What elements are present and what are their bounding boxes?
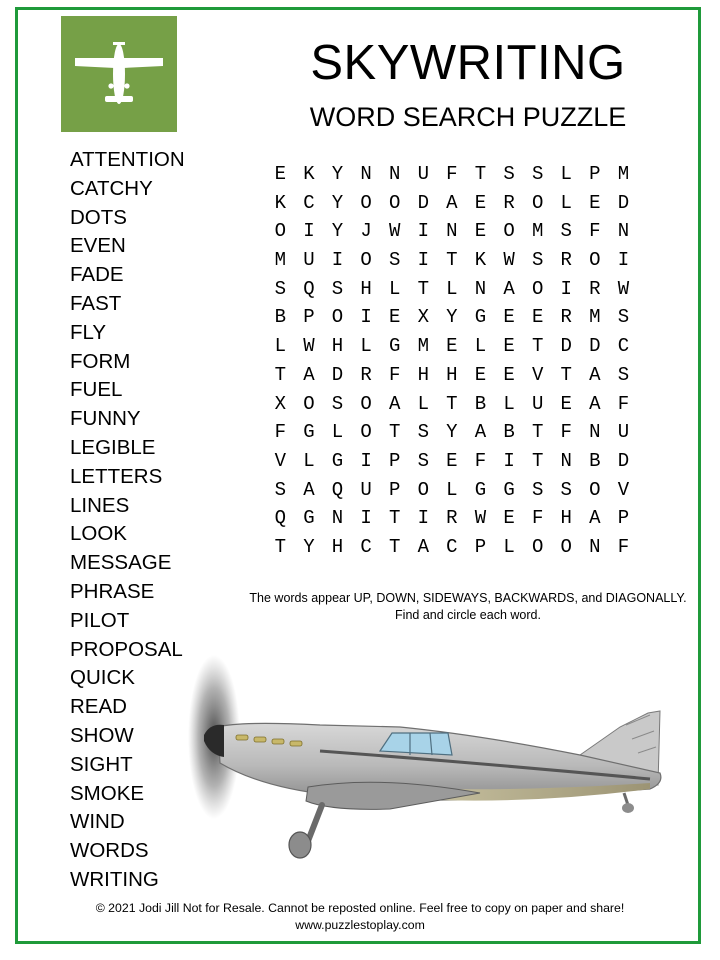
copyright-text: © 2021 Jodi Jill Not for Resale. Cannot be reposted online. Feel free to copy on paper and share! (95, 901, 625, 915)
grid-cell: T (446, 392, 458, 415)
grid-cell: T (274, 363, 286, 386)
grid-cell: Q (303, 277, 315, 300)
grid-cell: E (503, 335, 515, 358)
grid-cell: N (360, 163, 372, 185)
grid-cell: T (417, 277, 429, 300)
grid-cell: C (303, 191, 315, 214)
grid-cell: L (274, 335, 286, 358)
grid-cell: T (531, 335, 544, 358)
grid-cell: M (589, 306, 601, 329)
instructions-line-1: The words appear UP, DOWN, SIDEWAYS, BACKWARDS, and DIAGONALLY. (249, 591, 687, 605)
word-list-item: FORM (70, 349, 131, 373)
grid-cell: S (274, 478, 286, 501)
grid-cell: R (446, 507, 458, 530)
grid-cell: Y (331, 191, 344, 214)
grid-cell: G (331, 449, 344, 472)
grid-cell: M (274, 249, 286, 272)
grid-cell: S (531, 249, 544, 272)
instructions (230, 590, 706, 624)
instructions-line-2: Find and circle each word. (395, 608, 541, 622)
grid-cell: L (474, 335, 487, 358)
grid-cell: W (303, 335, 315, 358)
grid-cell: L (446, 478, 458, 501)
grid-cell: L (331, 421, 344, 444)
grid-row (266, 390, 638, 419)
grid-cell: G (303, 421, 315, 444)
word-list-item: LEGIBLE (70, 435, 156, 459)
grid-cell: P (388, 449, 401, 472)
grid-cell: I (331, 249, 344, 272)
grid-cell: L (560, 191, 572, 214)
word-list-item: DOTS (70, 205, 127, 229)
grid-cell: S (531, 478, 544, 501)
grid-cell: H (360, 277, 372, 300)
grid-row (266, 418, 638, 447)
grid-cell: S (617, 363, 630, 386)
logo (61, 16, 177, 132)
airplane-icon (61, 16, 177, 132)
word-list-item: EVEN (70, 234, 126, 258)
grid-cell: S (331, 392, 344, 415)
grid-cell: N (446, 220, 458, 243)
grid-cell: O (531, 277, 544, 300)
grid-cell: K (303, 163, 315, 185)
word-list-item: FLY (70, 320, 107, 344)
grid-cell: O (503, 220, 515, 243)
grid-cell: E (274, 163, 286, 185)
word-list-item: PHRASE (70, 579, 155, 603)
grid-cell: P (388, 478, 401, 501)
grid-cell: O (360, 249, 372, 272)
grid-cell: V (274, 449, 286, 472)
grid-cell: L (446, 277, 458, 300)
footer (40, 900, 680, 934)
grid-cell: A (474, 421, 487, 444)
grid-cell: B (589, 449, 601, 472)
grid-cell: N (589, 535, 601, 558)
grid-cell: Y (446, 306, 458, 329)
grid-cell: S (560, 478, 572, 501)
grid-cell: F (446, 163, 458, 185)
grid-cell: O (531, 535, 544, 558)
grid-cell: H (331, 335, 344, 358)
grid-cell: T (531, 449, 544, 472)
grid-cell: L (303, 449, 315, 472)
grid-cell: M (531, 220, 544, 243)
grid-cell: N (560, 449, 572, 472)
grid-cell: L (503, 392, 515, 415)
grid-cell: S (417, 449, 429, 472)
grid-cell: I (560, 277, 572, 300)
grid-cell: T (560, 363, 572, 386)
grid-cell: J (360, 220, 372, 243)
grid-cell: C (360, 535, 372, 558)
grid-cell: N (617, 220, 630, 243)
grid-cell: N (589, 421, 601, 444)
grid-cell: T (531, 421, 544, 444)
grid-cell: L (360, 335, 372, 358)
grid-cell: I (417, 220, 429, 243)
grid-cell: F (617, 535, 630, 558)
grid-cell: Q (331, 478, 344, 501)
grid-cell: O (589, 249, 601, 272)
grid-cell: E (474, 220, 487, 243)
word-list-item: FAST (70, 291, 122, 315)
word-list-item: SHOW (70, 723, 134, 747)
grid-cell: Y (331, 220, 344, 243)
grid-cell: K (274, 191, 286, 214)
grid-cell: N (474, 277, 487, 300)
grid-cell: G (474, 478, 487, 501)
grid-cell: R (589, 277, 601, 300)
grid-cell: U (417, 163, 429, 185)
grid-cell: T (388, 421, 401, 444)
grid-cell: T (474, 163, 487, 185)
grid-cell: O (589, 478, 601, 501)
grid-cell: E (503, 507, 515, 530)
grid-cell: C (446, 535, 458, 558)
grid-cell: R (560, 306, 572, 329)
grid-cell: L (388, 277, 401, 300)
grid-cell: L (560, 163, 572, 185)
word-list-item: PILOT (70, 608, 130, 632)
grid-cell: N (388, 163, 401, 185)
grid-cell: U (303, 249, 315, 272)
grid-cell: U (617, 421, 630, 444)
grid-cell: E (503, 306, 515, 329)
word-list-item: PROPOSAL (70, 637, 183, 661)
grid-cell: G (303, 507, 315, 530)
grid-cell: S (503, 163, 515, 185)
grid-cell: T (388, 535, 401, 558)
grid-cell: S (274, 277, 286, 300)
grid-cell: E (560, 392, 572, 415)
grid-row (266, 533, 638, 562)
grid-cell: X (274, 392, 286, 415)
grid-cell: W (503, 249, 515, 272)
letter-grid (266, 160, 638, 562)
grid-cell: D (589, 335, 601, 358)
grid-cell: I (617, 249, 630, 272)
grid-cell: L (417, 392, 429, 415)
grid-cell: K (474, 249, 487, 272)
propeller-airplane-illustration (180, 655, 690, 870)
word-list-item: WRITING (70, 867, 159, 891)
grid-cell: I (303, 220, 315, 243)
grid-cell: M (417, 335, 429, 358)
grid-cell: A (388, 392, 401, 415)
grid-cell: P (589, 163, 601, 185)
grid-cell: D (560, 335, 572, 358)
grid-cell: O (388, 191, 401, 214)
grid-cell: F (474, 449, 487, 472)
grid-row (266, 447, 638, 476)
grid-cell: P (303, 306, 315, 329)
grid-cell: S (388, 249, 401, 272)
grid-cell: D (617, 191, 630, 214)
grid-cell: T (388, 507, 401, 530)
grid-cell: F (531, 507, 544, 530)
word-list-item: FADE (70, 263, 124, 287)
grid-cell: O (417, 478, 429, 501)
grid-cell: G (474, 306, 487, 329)
word-list-item: WORDS (70, 839, 149, 863)
grid-cell: A (417, 535, 429, 558)
grid-cell: B (474, 392, 487, 415)
grid-cell: S (417, 421, 429, 444)
grid-cell: Y (331, 163, 344, 185)
grid-cell: S (331, 277, 344, 300)
grid-cell: F (589, 220, 601, 243)
grid-cell: E (446, 449, 458, 472)
grid-cell: P (474, 535, 487, 558)
grid-cell: A (446, 191, 458, 214)
grid-cell: N (331, 507, 344, 530)
grid-row (266, 160, 638, 189)
grid-cell: R (560, 249, 572, 272)
grid-cell: O (531, 191, 544, 214)
grid-cell: F (617, 392, 630, 415)
word-list-item: ATTENTION (70, 148, 185, 171)
grid-cell: E (388, 306, 401, 329)
grid-cell: O (360, 421, 372, 444)
word-list-item: LINES (70, 493, 130, 517)
grid-cell: I (503, 449, 515, 472)
grid-cell: E (503, 363, 515, 386)
grid-cell: O (303, 392, 315, 415)
word-list-item: FUEL (70, 378, 123, 402)
grid-cell: F (388, 363, 401, 386)
grid-cell: H (446, 363, 458, 386)
grid-row (266, 476, 638, 505)
grid-cell: Q (274, 507, 286, 530)
grid-cell: I (360, 449, 372, 472)
grid-row (266, 246, 638, 275)
grid-cell: A (589, 392, 601, 415)
grid-cell: L (503, 535, 515, 558)
word-list (70, 146, 185, 895)
grid-row (266, 303, 638, 332)
grid-cell: O (274, 220, 286, 243)
grid-cell: I (417, 249, 429, 272)
website-link: www.puzzlestoplay.com (295, 918, 425, 932)
grid-cell: R (360, 363, 372, 386)
page-title: SKYWRITING (310, 36, 626, 90)
grid-cell: A (589, 363, 601, 386)
grid-cell: V (531, 363, 544, 386)
grid-cell: D (331, 363, 344, 386)
word-list-item: LETTERS (70, 464, 163, 488)
grid-cell: I (360, 507, 372, 530)
grid-cell: A (589, 507, 601, 530)
word-list-item: QUICK (70, 666, 135, 690)
word-list-item: SMOKE (70, 781, 145, 805)
page-subtitle: WORD SEARCH PUZZLE (309, 102, 627, 132)
grid-cell: W (388, 220, 401, 243)
word-list-item: READ (70, 695, 127, 719)
grid-cell: Y (303, 535, 315, 558)
grid-cell: P (617, 507, 630, 530)
grid-cell: B (274, 306, 286, 329)
grid-cell: C (617, 335, 630, 358)
grid-cell: E (446, 335, 458, 358)
grid-cell: S (617, 306, 630, 329)
grid-row (266, 332, 638, 361)
grid-cell: U (360, 478, 372, 501)
grid-cell: I (360, 306, 372, 329)
grid-cell: O (560, 535, 572, 558)
grid-cell: A (303, 478, 315, 501)
grid-cell: I (417, 507, 429, 530)
grid-cell: H (560, 507, 572, 530)
grid-cell: U (531, 392, 544, 415)
grid-cell: M (617, 163, 630, 185)
grid-row (266, 361, 638, 390)
grid-cell: B (503, 421, 515, 444)
grid-cell: G (388, 335, 401, 358)
grid-cell: S (560, 220, 572, 243)
word-list-item: LOOK (70, 522, 127, 546)
grid-cell: D (417, 191, 429, 214)
propeller-airplane-icon (180, 655, 690, 865)
grid-cell: O (360, 191, 372, 214)
grid-cell: A (503, 277, 515, 300)
grid-row (266, 217, 638, 246)
grid-cell: T (446, 249, 458, 272)
grid-cell: H (331, 535, 344, 558)
grid-cell: F (274, 421, 286, 444)
grid-cell: X (417, 306, 429, 329)
word-list-item: CATCHY (70, 176, 153, 200)
grid-cell: E (589, 191, 601, 214)
grid-cell: T (274, 535, 286, 558)
grid-cell: E (474, 363, 487, 386)
grid-cell: Y (446, 421, 458, 444)
grid-cell: D (617, 449, 630, 472)
grid-cell: F (560, 421, 572, 444)
grid-cell: O (331, 306, 344, 329)
word-list-item: WIND (70, 810, 125, 834)
word-list-item: MESSAGE (70, 551, 172, 575)
grid-cell: E (474, 191, 487, 214)
grid-cell: E (531, 306, 544, 329)
grid-row (266, 189, 638, 218)
grid-cell: V (617, 478, 630, 501)
grid-cell: S (531, 163, 544, 185)
word-list-item: FUNNY (70, 407, 141, 431)
grid-row (266, 275, 638, 304)
grid-cell: O (360, 392, 372, 415)
grid-cell: R (503, 191, 515, 214)
grid-cell: W (617, 277, 630, 300)
grid-cell: H (417, 363, 429, 386)
grid-cell: A (303, 363, 315, 386)
word-list-item: SIGHT (70, 752, 133, 776)
grid-row (266, 504, 638, 533)
grid-cell: G (503, 478, 515, 501)
grid-cell: W (474, 507, 487, 530)
